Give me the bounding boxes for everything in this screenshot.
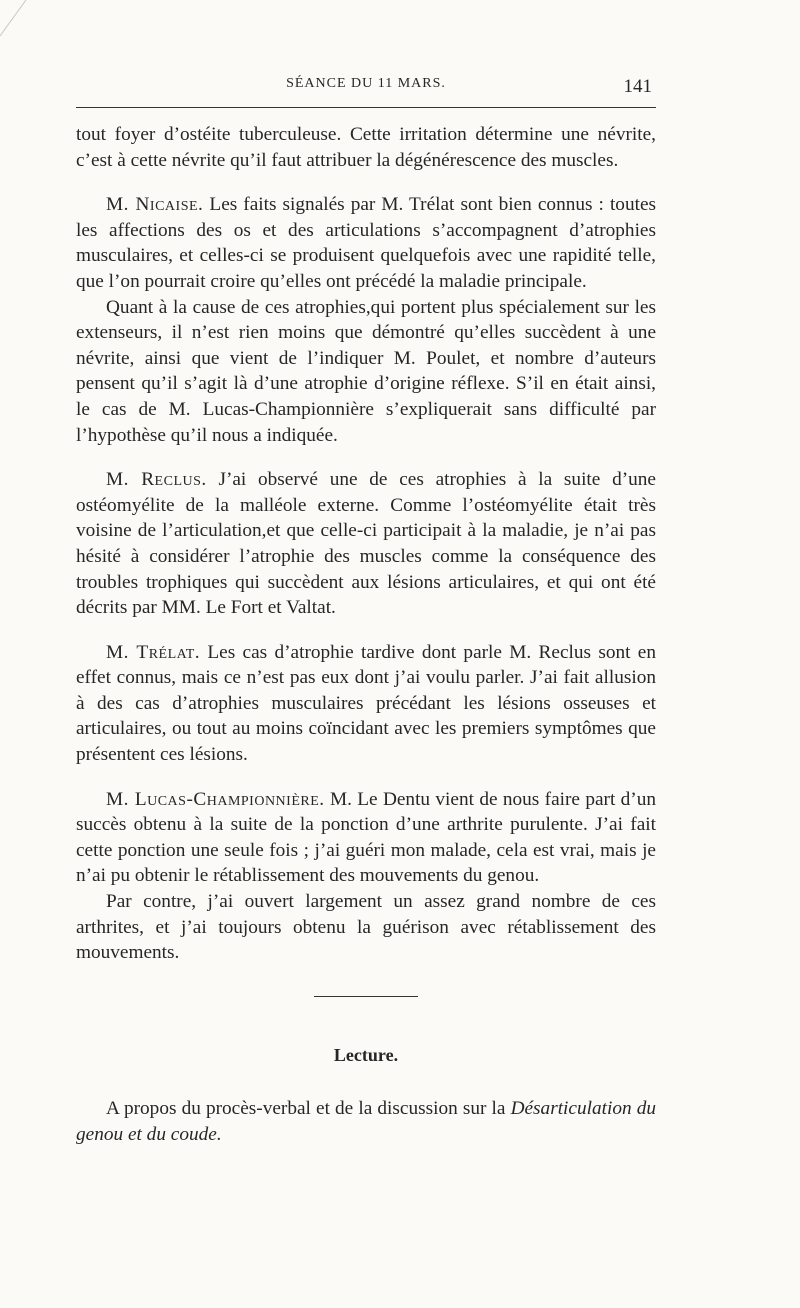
paragraph-nicaise: M. Nicaise. Les faits signalés par M. Trélat sont bien connus : toutes les affections des os et des articulations s’accompagnent d’atrophies musculaires, et celles-ci se produisent quelquefois avec une rapidité telle, que l’on pourrait croire qu’elles ont précédé la maladie principale. bbox=[76, 194, 657, 292]
lecture-paragraph: A propos du procès-verbal et de la discussion sur la Désarticulation du genou et du coude. bbox=[76, 1098, 656, 1145]
speaker-name: M. Reclus. bbox=[106, 469, 207, 491]
speaker-name: M. Trélat. bbox=[106, 641, 201, 663]
paragraph-lucas-championniere: M. Lucas-Championnière. M. Le Dentu vient de nous faire part d’un succès obtenu à la suite de la ponction d’une arthrite purulente. J’ai fait cette ponction une seule fois ; j’ai guéri mon malade, cela est vrai, mais je n’ai pu obtenir le rétablissement des mouvements du genou. bbox=[76, 788, 656, 887]
page-number: 141 bbox=[623, 76, 652, 97]
header-rule bbox=[76, 107, 656, 108]
speaker-name: M. Nicaise. bbox=[106, 194, 204, 216]
paragraph-continuation: tout foyer d’ostéite tuberculeuse. Cette irritation détermine une névrite, c’est à cette névrite qu’il faut attribuer la dégénérescence des muscles. bbox=[76, 124, 656, 171]
section-heading-lecture: Lecture. bbox=[333, 1044, 399, 1065]
body-text bbox=[76, 122, 656, 1148]
page-corner-fold-mark bbox=[0, 0, 30, 40]
lecture-title: Désarticulation du genou et du coude. bbox=[76, 1098, 656, 1145]
paragraph-trelat: M. Trélat. Les cas d’atrophie tardive dont parle M. Reclus sont en effet connus, mais ce n’est pas eux dont j’ai voulu parler. J’ai fait allusion à des cas d’atrophies musculaires précédant les lésions osseuses et articulaires, ou tout au moins coïncidant avec les premiers symptômes que présentent ces lésions. bbox=[76, 641, 656, 766]
running-title: SÉANCE DU 11 MARS. bbox=[286, 76, 446, 91]
paragraph-reclus: M. Reclus. J’ai observé une de ces atrophies à la suite d’une ostéomyélite de la malléole externe. Comme l’ostéomyélite était très voisine de l’articulation,et que celle-ci participait à la maladie, je n’ai pas hésité à considérer l’atrophie des muscles comme la conséquence des troubles trophiques qui succèdent aux lésions articulaires, et qui ont été décrits par MM. Le Fort et Valtat. bbox=[76, 469, 656, 619]
running-header bbox=[76, 76, 656, 100]
section-separator bbox=[314, 996, 418, 997]
paragraph-nicaise-cont: Quant à la cause de ces atrophies,qui portent plus spécialement sur les extenseurs, il n’est rien moins que démontré qu’elles succèdent à une névrite, ainsi que vient de l’indiquer M. Poulet, et nombre d’auteurs pensent qu’il s’agit là d’une atrophie d’origine réflexe. S’il en était ainsi, le cas de M. Lucas-Championnière s’expliquerait sans difficulté par l’hypothèse qu’il nous a indiquée. bbox=[76, 296, 656, 446]
paragraph-lucas-championniere-cont: Par contre, j’ai ouvert largement un assez grand nombre de ces arthrites, et j’ai toujours obtenu la guérison avec rétablissement des mouvements. bbox=[76, 891, 656, 964]
speaker-name: M. Lucas-Championnière. bbox=[106, 788, 325, 810]
